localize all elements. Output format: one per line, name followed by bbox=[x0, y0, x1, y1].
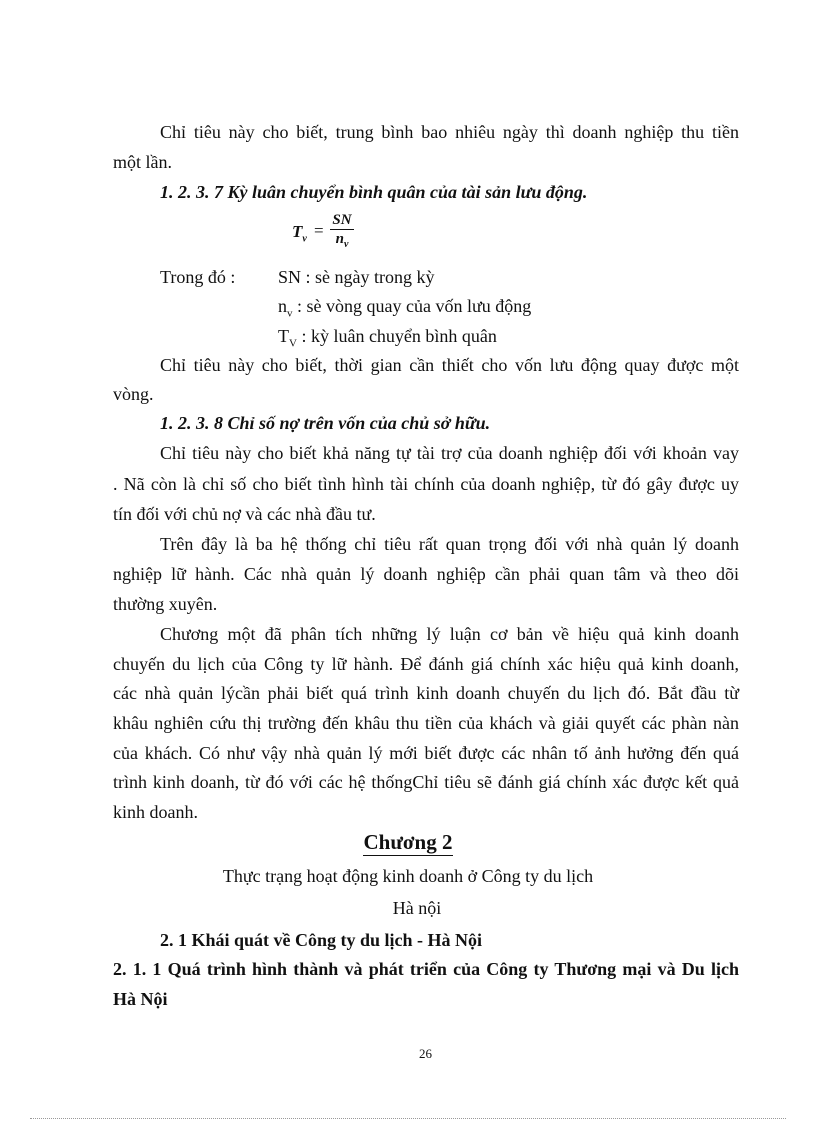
paragraph-line: Chỉ tiêu này cho biết khả năng tự tài trợ của doanh nghiệp đối với khoản vay bbox=[160, 443, 739, 463]
chapter-subtitle: Thực trạng hoạt động kinh doanh ở Công ty du lịch bbox=[222, 866, 594, 886]
where-label: Trong đó : bbox=[160, 267, 236, 287]
paragraph-line: Chương một đã phân tích những lý luận cơ bản về hiệu quả kinh doanh bbox=[160, 624, 739, 644]
paragraph-line: các nhà quản lýcần phải biết quá trình kinh doanh chuyến du lịch đó. Bắt đầu từ bbox=[113, 683, 739, 703]
formula-numerator: SN bbox=[332, 212, 352, 228]
paragraph-line: vòng. bbox=[113, 384, 154, 404]
chapter-title: Chương 2 bbox=[363, 830, 453, 854]
paragraph-line: của khách. Có như vậy nhà quản lý mới biết được các nhân tố ảnh hưởng đến quá bbox=[113, 743, 739, 763]
definition-tv: $T_V$ : kỳ luân chuyển bình quân bbox=[278, 326, 497, 350]
paragraph-line: kinh doanh. bbox=[113, 802, 198, 822]
formula-equals: = bbox=[314, 221, 324, 240]
formula-fraction bbox=[330, 212, 354, 253]
paragraph-line: khâu nghiên cứu thị trường đến khâu thu tiền của khách và giải quyết các phàn nàn bbox=[113, 713, 739, 733]
section-heading: Hà Nội bbox=[113, 989, 168, 1009]
paragraph-line: . Nã còn là chỉ số cho biết tình hình tài chính của doanh nghiệp, từ đó gây được uy bbox=[113, 474, 739, 494]
paragraph-line: Chỉ tiêu này cho biết, thời gian cần thiết cho vốn lưu động quay được một bbox=[160, 355, 739, 375]
section-heading: 2. 1 Khái quát về Công ty du lịch - Hà Nội bbox=[160, 930, 483, 950]
page-number: 26 bbox=[419, 1046, 432, 1061]
paragraph-line: tín đối với chủ nợ và các nhà đầu tư. bbox=[113, 504, 376, 524]
definition-sn: SN : sè ngày trong kỳ bbox=[278, 267, 435, 287]
paragraph-line: trình kinh doanh, từ đó với các hệ thốngChỉ tiêu sẽ đánh giá chính xác được kết quả bbox=[113, 772, 739, 792]
fraction-bar bbox=[330, 229, 354, 230]
formula-denominator: $n_v$ bbox=[335, 231, 349, 250]
paragraph-line: Trên đây là ba hệ thống chỉ tiêu rất quan trọng đối với nhà quản lý doanh bbox=[160, 534, 739, 554]
paragraph-line: Chỉ tiêu này cho biết, trung bình bao nhiêu ngày thì doanh nghiệp thu tiền bbox=[160, 122, 739, 142]
section-heading: 1. 2. 3. 8 Chỉ số nợ trên vốn của chủ sở hữu. bbox=[160, 413, 491, 433]
definition-nv: $n_v$ : sè vòng quay của vốn lưu động bbox=[278, 296, 532, 320]
paragraph-line: nghiệp lữ hành. Các nhà quản lý doanh nghiệp cần phải quan tâm và theo dõi bbox=[113, 564, 739, 584]
section-heading: 1. 2. 3. 7 Kỳ luân chuyển bình quân của tài sản lưu động. bbox=[160, 182, 588, 202]
chapter-subtitle: Hà nội bbox=[392, 898, 442, 918]
paragraph-line: một lần. bbox=[113, 152, 172, 172]
section-heading: 2. 1. 1 Quá trình hình thành và phát triển của Công ty Thương mại và Du lịch bbox=[113, 959, 739, 979]
formula-lhs: $T_v$ bbox=[292, 222, 307, 245]
paragraph-line: chuyến du lịch của Công ty lữ hành. Để đánh giá chính xác hiệu quả kinh doanh, bbox=[113, 654, 739, 674]
paragraph-line: thường xuyên. bbox=[113, 594, 218, 614]
page-bottom-border bbox=[30, 1118, 786, 1119]
